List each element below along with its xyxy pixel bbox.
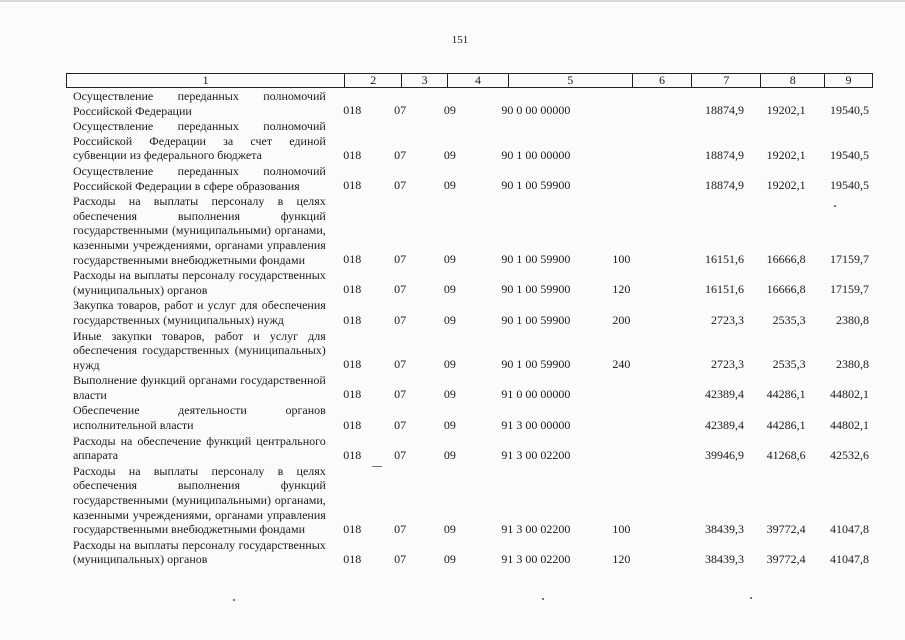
row-name: Расходы на выплаты персоналу государственных (муниципальных) органов bbox=[73, 268, 326, 297]
row-name: Иные закупки товаров, работ и услуг для обеспечения государственных (муниципальных) нужд bbox=[73, 328, 326, 372]
row-year2: 39772,4 bbox=[766, 521, 806, 536]
row-csr: 90 1 00 59900 bbox=[501, 312, 571, 327]
row-pr: 09 bbox=[443, 552, 456, 566]
row-pr: 09 bbox=[443, 417, 456, 432]
row-rz: 07 bbox=[394, 357, 407, 372]
row-pr: 09 bbox=[443, 252, 456, 267]
row-pr: 09 bbox=[443, 447, 456, 462]
row-name: Расходы на выплаты персоналу в целях обеспечения выполнения функций государственными (муниципальными) органами, казенными учреждениями, органами управления государственными внебюджетными фондами bbox=[73, 194, 326, 267]
row-vr: 120 bbox=[612, 552, 631, 566]
row-pr: 09 bbox=[443, 178, 456, 193]
row-year3: 44802,1 bbox=[829, 417, 869, 432]
row-year2: 41268,6 bbox=[766, 447, 806, 462]
row-vd: 018 bbox=[343, 447, 362, 462]
row-pr: 09 bbox=[443, 312, 456, 327]
row-year2: 19202,1 bbox=[766, 103, 806, 118]
header-col-1: 1 bbox=[67, 74, 345, 87]
table-row bbox=[66, 119, 873, 164]
row-pr: 09 bbox=[443, 282, 456, 297]
row-rz: 07 bbox=[394, 312, 407, 327]
header-col-5: 5 bbox=[509, 74, 633, 87]
row-year3: 19540,5 bbox=[829, 103, 869, 118]
row-year1: 2723,3 bbox=[711, 357, 745, 372]
table-header bbox=[66, 73, 873, 88]
row-year3: 19540,5 bbox=[829, 147, 869, 162]
table-body bbox=[66, 89, 873, 568]
row-year2: 39772,4 bbox=[766, 552, 806, 566]
row-csr: 90 1 00 00000 bbox=[501, 147, 571, 162]
row-pr: 09 bbox=[443, 387, 456, 402]
row-vd: 018 bbox=[343, 312, 362, 327]
row-vd: 018 bbox=[343, 552, 362, 566]
header-col-7: 7 bbox=[692, 74, 761, 87]
row-name: Расходы на обеспечение функций центрального аппарата bbox=[73, 433, 326, 463]
row-name: Расходы на выплаты персоналу государственных (муниципальных) органов bbox=[73, 537, 326, 567]
row-rz: 07 bbox=[394, 552, 407, 566]
row-vd: 018 bbox=[343, 521, 362, 536]
table-row bbox=[66, 403, 873, 433]
row-csr: 90 1 00 59900 bbox=[501, 282, 571, 297]
row-vr: 100 bbox=[612, 252, 631, 267]
scan-speck bbox=[834, 205, 836, 207]
row-year1: 16151,6 bbox=[705, 282, 745, 297]
table-row bbox=[66, 89, 873, 119]
row-year1: 18874,9 bbox=[705, 178, 745, 193]
table-row bbox=[66, 164, 873, 194]
row-year3: 42532,6 bbox=[829, 447, 869, 462]
row-csr: 91 3 00 00000 bbox=[501, 417, 571, 432]
row-year3: 2380,8 bbox=[835, 357, 869, 372]
row-vd: 018 bbox=[343, 282, 362, 297]
row-year2: 19202,1 bbox=[766, 178, 806, 193]
table-row bbox=[66, 298, 873, 328]
row-rz: 07 bbox=[394, 417, 407, 432]
table-row bbox=[66, 434, 873, 464]
row-name: Расходы на выплаты персоналу в целях обеспечения выполнения функций государственными (муниципальными) органами, казенными учреждениями, органами управления государственными внебюджетными фондами bbox=[73, 463, 326, 537]
row-csr: 91 3 00 02200 bbox=[501, 447, 571, 462]
row-vd: 018 bbox=[343, 147, 362, 162]
table-row bbox=[66, 329, 873, 374]
row-vd: 018 bbox=[343, 103, 362, 118]
row-name: Выполнение функций органами государственной власти bbox=[73, 373, 326, 402]
row-name: Осуществление переданных полномочий Российской Федерации в сфере образования bbox=[73, 163, 326, 193]
page-top-edge bbox=[0, 0, 905, 2]
scan-speck bbox=[750, 597, 752, 599]
row-rz: 07 bbox=[394, 521, 407, 536]
row-year1: 16151,6 bbox=[705, 252, 745, 267]
table-row bbox=[66, 194, 873, 268]
row-year1: 18874,9 bbox=[705, 103, 745, 118]
row-year1: 39946,9 bbox=[705, 447, 745, 462]
row-year1: 38439,3 bbox=[705, 552, 745, 566]
row-rz: 07 bbox=[394, 447, 407, 462]
row-rz: 07 bbox=[394, 147, 407, 162]
row-vd: 018 bbox=[343, 178, 362, 193]
row-csr: 91 3 00 02200 bbox=[501, 552, 571, 566]
header-col-6: 6 bbox=[633, 74, 693, 87]
row-vd: 018 bbox=[343, 387, 362, 402]
row-pr: 09 bbox=[443, 147, 456, 162]
table-row bbox=[66, 268, 873, 298]
row-year2: 2535,3 bbox=[772, 357, 806, 372]
row-name: Обеспечение деятельности органов исполнительной власти bbox=[73, 403, 326, 433]
row-vd: 018 bbox=[343, 252, 362, 267]
row-year2: 2535,3 bbox=[772, 312, 806, 327]
row-year3: 44802,1 bbox=[829, 387, 869, 402]
scan-speck bbox=[372, 466, 382, 467]
row-year1: 42389,4 bbox=[705, 387, 745, 402]
table-row bbox=[66, 464, 873, 538]
row-year2: 44286,1 bbox=[766, 417, 806, 432]
row-year2: 19202,1 bbox=[766, 147, 806, 162]
header-col-3: 3 bbox=[402, 74, 448, 87]
row-vr: 240 bbox=[612, 357, 631, 372]
row-name: Осуществление переданных полномочий Российской Федерации bbox=[73, 89, 326, 118]
row-csr: 90 0 00 00000 bbox=[501, 103, 571, 118]
row-rz: 07 bbox=[394, 178, 407, 193]
header-col-9: 9 bbox=[845, 73, 852, 87]
row-year2: 16666,8 bbox=[766, 282, 806, 297]
row-pr: 09 bbox=[443, 521, 456, 536]
table-row bbox=[66, 373, 873, 403]
row-year3: 2380,8 bbox=[835, 312, 869, 327]
row-rz: 07 bbox=[394, 387, 407, 402]
row-year3: 41047,8 bbox=[829, 521, 869, 536]
row-vr: 100 bbox=[612, 521, 631, 536]
row-vr: 200 bbox=[612, 312, 631, 327]
row-csr: 90 1 00 59900 bbox=[501, 178, 571, 193]
header-col-4: 4 bbox=[448, 74, 509, 87]
row-year3: 17159,7 bbox=[829, 252, 869, 267]
row-year1: 18874,9 bbox=[705, 147, 745, 162]
row-vd: 018 bbox=[343, 357, 362, 372]
row-year2: 44286,1 bbox=[766, 387, 806, 402]
row-year3: 19540,5 bbox=[829, 178, 869, 193]
row-pr: 09 bbox=[443, 103, 456, 118]
page-number: 151 bbox=[451, 34, 469, 46]
row-rz: 07 bbox=[394, 252, 407, 267]
scan-speck bbox=[542, 598, 544, 600]
header-col-8: 8 bbox=[761, 74, 825, 87]
row-csr: 90 1 00 59900 bbox=[501, 357, 571, 372]
row-rz: 07 bbox=[394, 103, 407, 118]
row-name: Осуществление переданных полномочий Российской Федерации за счет единой субвенции из федерального бюджета bbox=[73, 119, 326, 163]
row-vr: 120 bbox=[612, 282, 631, 297]
row-vd: 018 bbox=[343, 417, 362, 432]
row-year1: 42389,4 bbox=[705, 417, 745, 432]
row-year3: 41047,8 bbox=[829, 552, 869, 566]
scan-speck bbox=[233, 599, 235, 601]
row-rz: 07 bbox=[394, 282, 407, 297]
row-pr: 09 bbox=[443, 357, 456, 372]
row-year1: 2723,3 bbox=[711, 312, 745, 327]
row-csr: 90 1 00 59900 bbox=[501, 252, 571, 267]
row-csr: 91 0 00 00000 bbox=[501, 387, 571, 402]
row-name: Закупка товаров, работ и услуг для обеспечения государственных (муниципальных) нужд bbox=[73, 298, 326, 327]
row-year2: 16666,8 bbox=[766, 252, 806, 267]
row-year3: 17159,7 bbox=[829, 282, 869, 297]
row-csr: 91 3 00 02200 bbox=[501, 521, 571, 536]
row-year1: 38439,3 bbox=[705, 521, 745, 536]
table-row bbox=[66, 538, 873, 568]
header-col-2: 2 bbox=[345, 74, 402, 87]
